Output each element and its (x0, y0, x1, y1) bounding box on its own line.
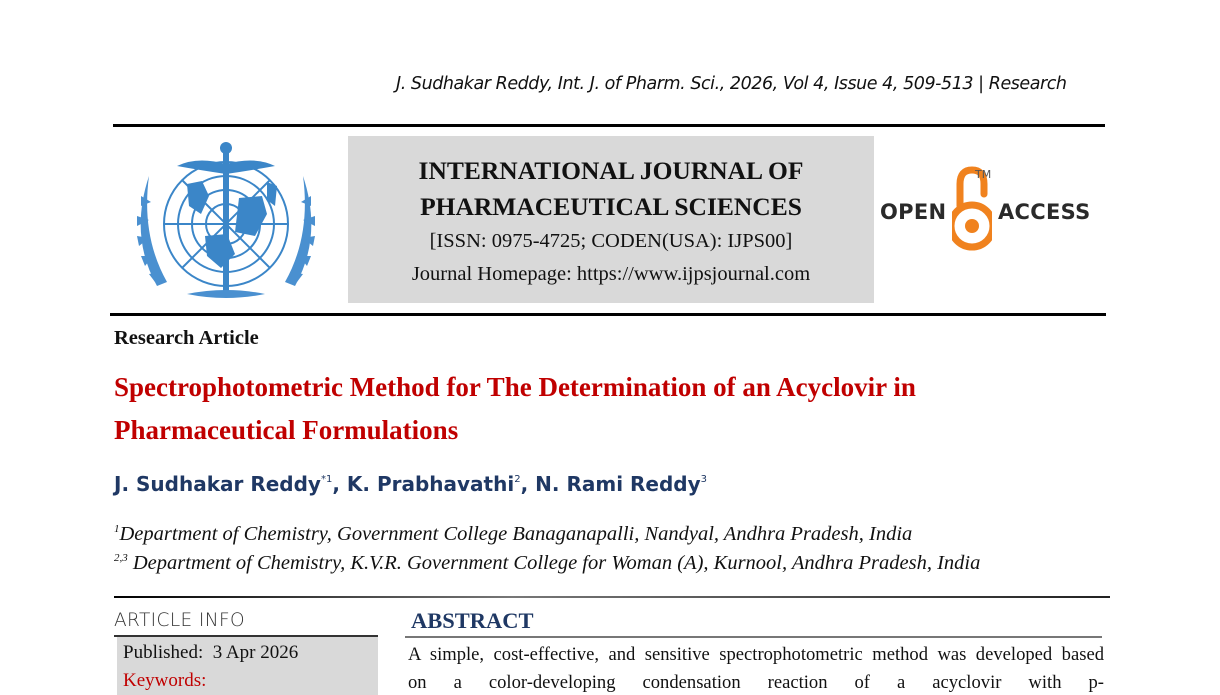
journal-title-line2: PHARMACEUTICAL SCIENCES (420, 192, 802, 221)
journal-masthead (348, 136, 874, 303)
affiliation-marker: 1 (114, 523, 120, 535)
affiliation-text: Department of Chemistry, Government College Banaganapalli, Nandyal, Andhra Pradesh, India (119, 523, 913, 545)
article-info-box (117, 637, 378, 695)
affiliation-marker: 2,3 (114, 552, 128, 564)
abstract-line: A simple, cost-effective, and sensitive spectrophotometric method was developed based (408, 644, 1104, 665)
abstract-line: on a color-developing condensation reaction of a acyclovir with p- (408, 672, 1104, 693)
author-name[interactable]: J. Sudhakar Reddy (114, 472, 321, 496)
section-divider (114, 596, 1110, 598)
abstract-body (408, 641, 1104, 695)
journal-title-line1: INTERNATIONAL JOURNAL OF (418, 156, 804, 185)
trademark-mark: TM (975, 168, 992, 181)
journal-homepage[interactable]: Journal Homepage: https://www.ijpsjournal.com (411, 263, 811, 285)
author-name[interactable]: N. Rami Reddy (535, 472, 701, 496)
published-label: Published: (123, 642, 204, 663)
published-date: 3 Apr 2026 (212, 642, 299, 663)
article-info-heading: ARTICLE INFO (114, 610, 246, 631)
open-access-open-text: OPEN (880, 200, 947, 224)
running-head: J. Sudhakar Reddy, Int. J. of Pharm. Sci., 2026, Vol 4, Issue 4, 509-513 | Research (396, 74, 1067, 94)
author-separator: , (332, 472, 347, 496)
author-list (114, 472, 707, 496)
who-emblem-icon (127, 136, 325, 306)
header-rule-top (113, 124, 1105, 127)
published-row (123, 639, 372, 667)
paper-title: Spectrophotometric Method for The Determination of an Acyclovir in Pharmaceutical Formulations (114, 372, 916, 445)
issn-line: [ISSN: 0975-4725; CODEN(USA): IJPS00] (429, 230, 793, 252)
affiliation-text: Department of Chemistry, K.V.R. Government College for Woman (A), Kurnool, Andhra Pradesh, India (127, 552, 981, 574)
abstract-heading: ABSTRACT (411, 608, 534, 633)
author-affiliation-marker: 3 (700, 474, 708, 485)
open-access-access-text: ACCESS (998, 200, 1091, 224)
keywords-label: Keywords: (123, 670, 207, 691)
affiliation-2 (114, 552, 980, 575)
author-separator: , (520, 472, 536, 496)
open-access-logo (878, 160, 1110, 255)
abstract-rule (405, 636, 1102, 638)
author-name[interactable]: K. Prabhavathi (346, 472, 515, 496)
author-affiliation-marker: *1 (320, 474, 333, 485)
header-rule-bottom (110, 313, 1106, 316)
author-affiliation-marker: 2 (514, 474, 521, 485)
article-type: Research Article (114, 327, 259, 349)
affiliation-1 (114, 523, 912, 546)
